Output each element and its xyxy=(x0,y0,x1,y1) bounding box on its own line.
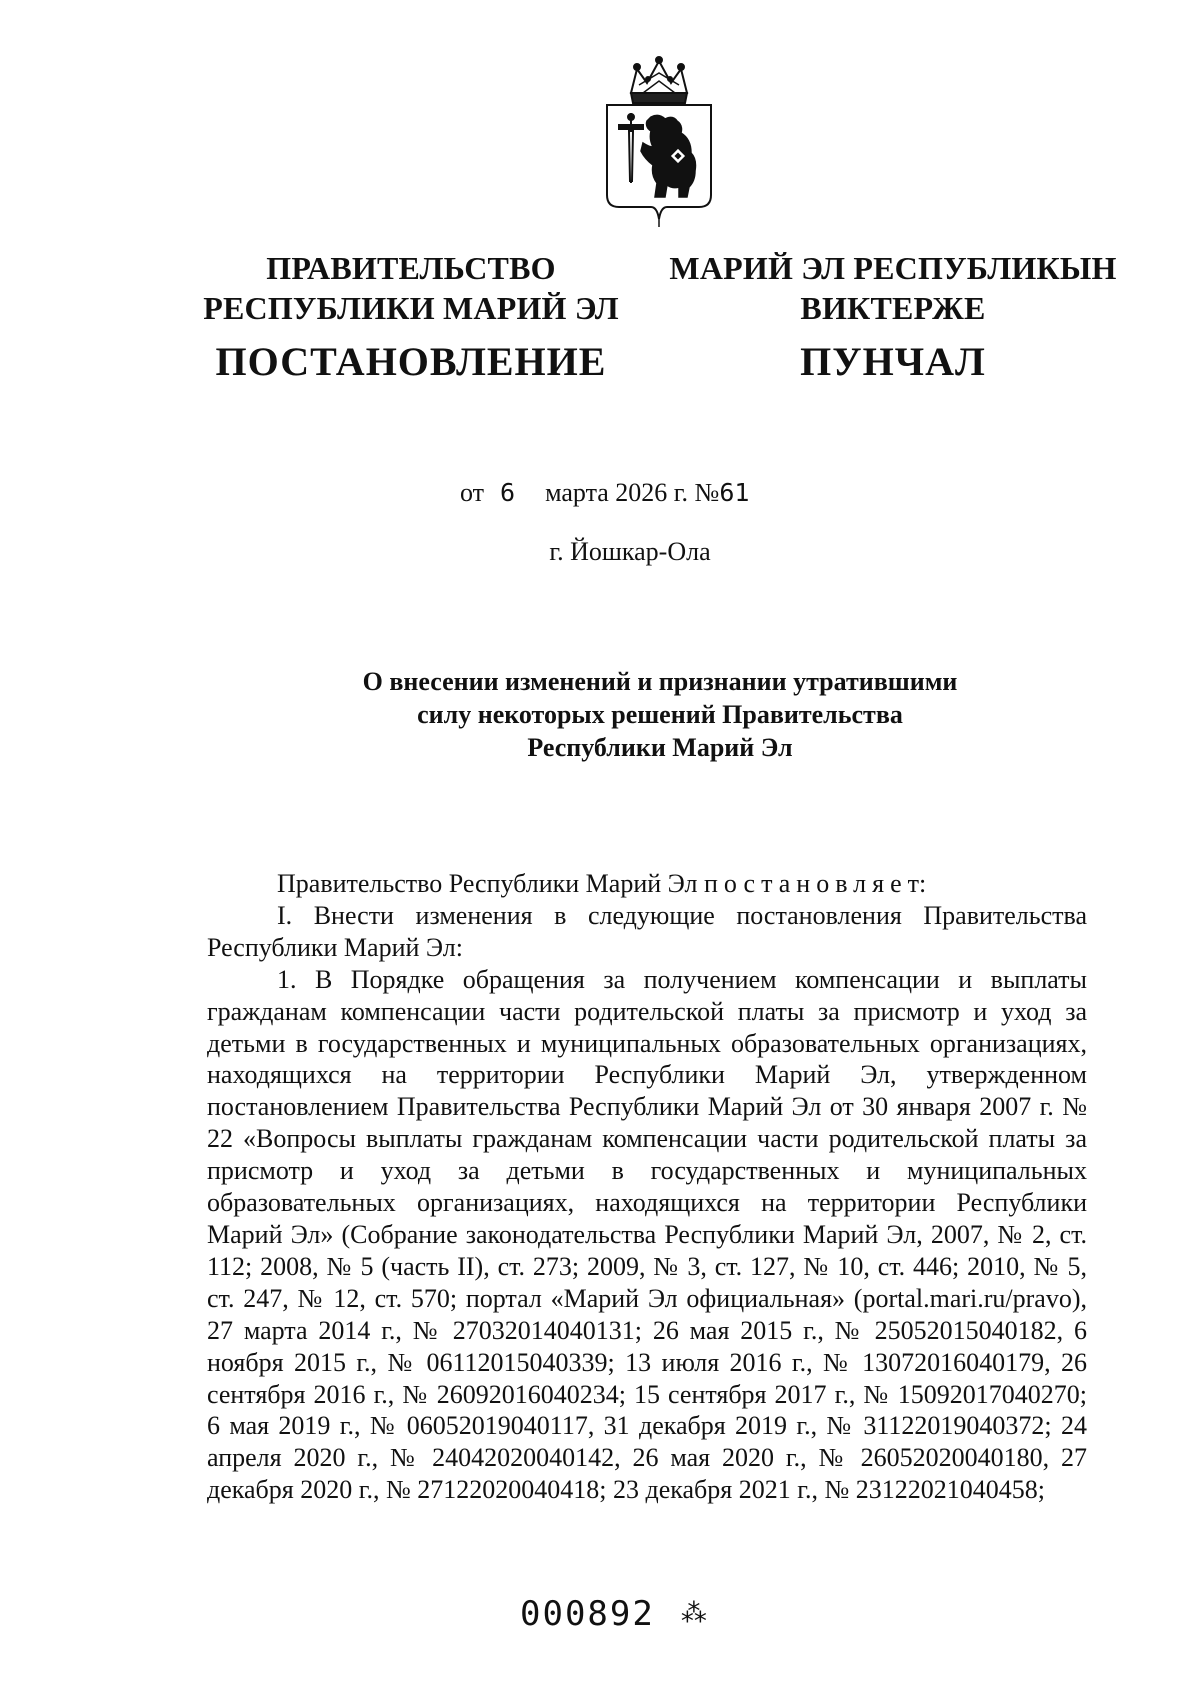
header-left xyxy=(178,248,644,387)
header-right xyxy=(660,248,1126,387)
date-month-year: марта 2026 г. № xyxy=(545,478,720,507)
document-type-mari: ПУНЧАЛ xyxy=(800,339,986,384)
intro-lead: Правительство Республики Марий Эл xyxy=(277,869,704,898)
date-day: 6 xyxy=(500,478,516,507)
title-line2: силу некоторых решений Правительства xyxy=(417,700,903,729)
org-name-mari-line1: МАРИЙ ЭЛ РЕСПУБЛИКЫН xyxy=(669,250,1117,286)
intro-spaced-word: постановляе xyxy=(703,869,908,898)
org-name-line1: ПРАВИТЕЛЬСТВО xyxy=(266,250,556,286)
date-prefix: от xyxy=(460,478,485,507)
org-name-line2: РЕСПУБЛИКИ МАРИЙ ЭЛ xyxy=(203,290,619,326)
city-name: г. Йошкар-Ола xyxy=(549,537,711,566)
title-line3: Республики Марий Эл xyxy=(527,733,793,762)
asterism-mark-icon: ⁂ xyxy=(680,1599,707,1629)
document-number: 61 xyxy=(719,478,750,507)
section-1-paragraph: I. Внести изменения в следующие постановления Правительства Республики Марий Эл: xyxy=(207,900,1087,962)
document-title xyxy=(280,665,1040,764)
title-line1: О внесении изменений и признании утратившими xyxy=(362,667,958,696)
intro-paragraph xyxy=(207,868,1087,900)
serial-number: 000892 xyxy=(520,1594,655,1634)
document-body xyxy=(207,868,1087,1506)
document-type: ПОСТАНОВЛЕНИЕ xyxy=(215,339,607,384)
item-1-paragraph: 1. В Порядке обращения за получением компенсации и выплаты гражданам компенсации части родительской платы за присмотр и уход за детьми в государственных и муниципальных образовательных организациях, находящихся на территории Республики Марий Эл, утвержденном постановлением Правительства Республики Марий Эл от 30 января 2007 г. № 22 «Вопросы выплаты гражданам компенсации части родительской платы за присмотр и уход за детьми в государственных и муниципальных образовательных организациях, находящихся на территории Республики Марий Эл» (Собрание законодательства Республики Марий Эл, 2007, № 2, ст. 112; 2008, № 5 (часть II), ст. 273; 2009, № 3, ст. 127, № 10, ст. 446; 2010, № 5, ст. 247, № 12, ст. 570; портал «Марий Эл официальная» (portal.mari.ru/pravo), 27 марта 2014 г., № 27032014040131; 26 мая 2015 г., № 25052015040182, 6 ноября 2015 г., № 06112015040339; 13 июля 2016 г., № 13072016040179, 26 сентября 2016 г., № 26092016040234; 15 сентября 2017 г., № 15092017040270; 6 мая 2019 г., № 06052019040117, 31 декабря 2019 г., № 31122019040372; 24 апреля 2020 г., № 24042020040142, 26 мая 2020 г., № 26052020040180, 27 декабря 2020 г., № 27122020040418; 23 декабря 2021 г., № 23122021040458; xyxy=(207,964,1087,1505)
coat-of-arms-icon xyxy=(603,55,715,230)
org-name-mari-line2: ВИКТЕРЖЕ xyxy=(800,290,986,326)
document-date-line xyxy=(460,478,749,508)
serial-number-footer xyxy=(520,1594,707,1634)
intro-end: т: xyxy=(907,869,927,898)
